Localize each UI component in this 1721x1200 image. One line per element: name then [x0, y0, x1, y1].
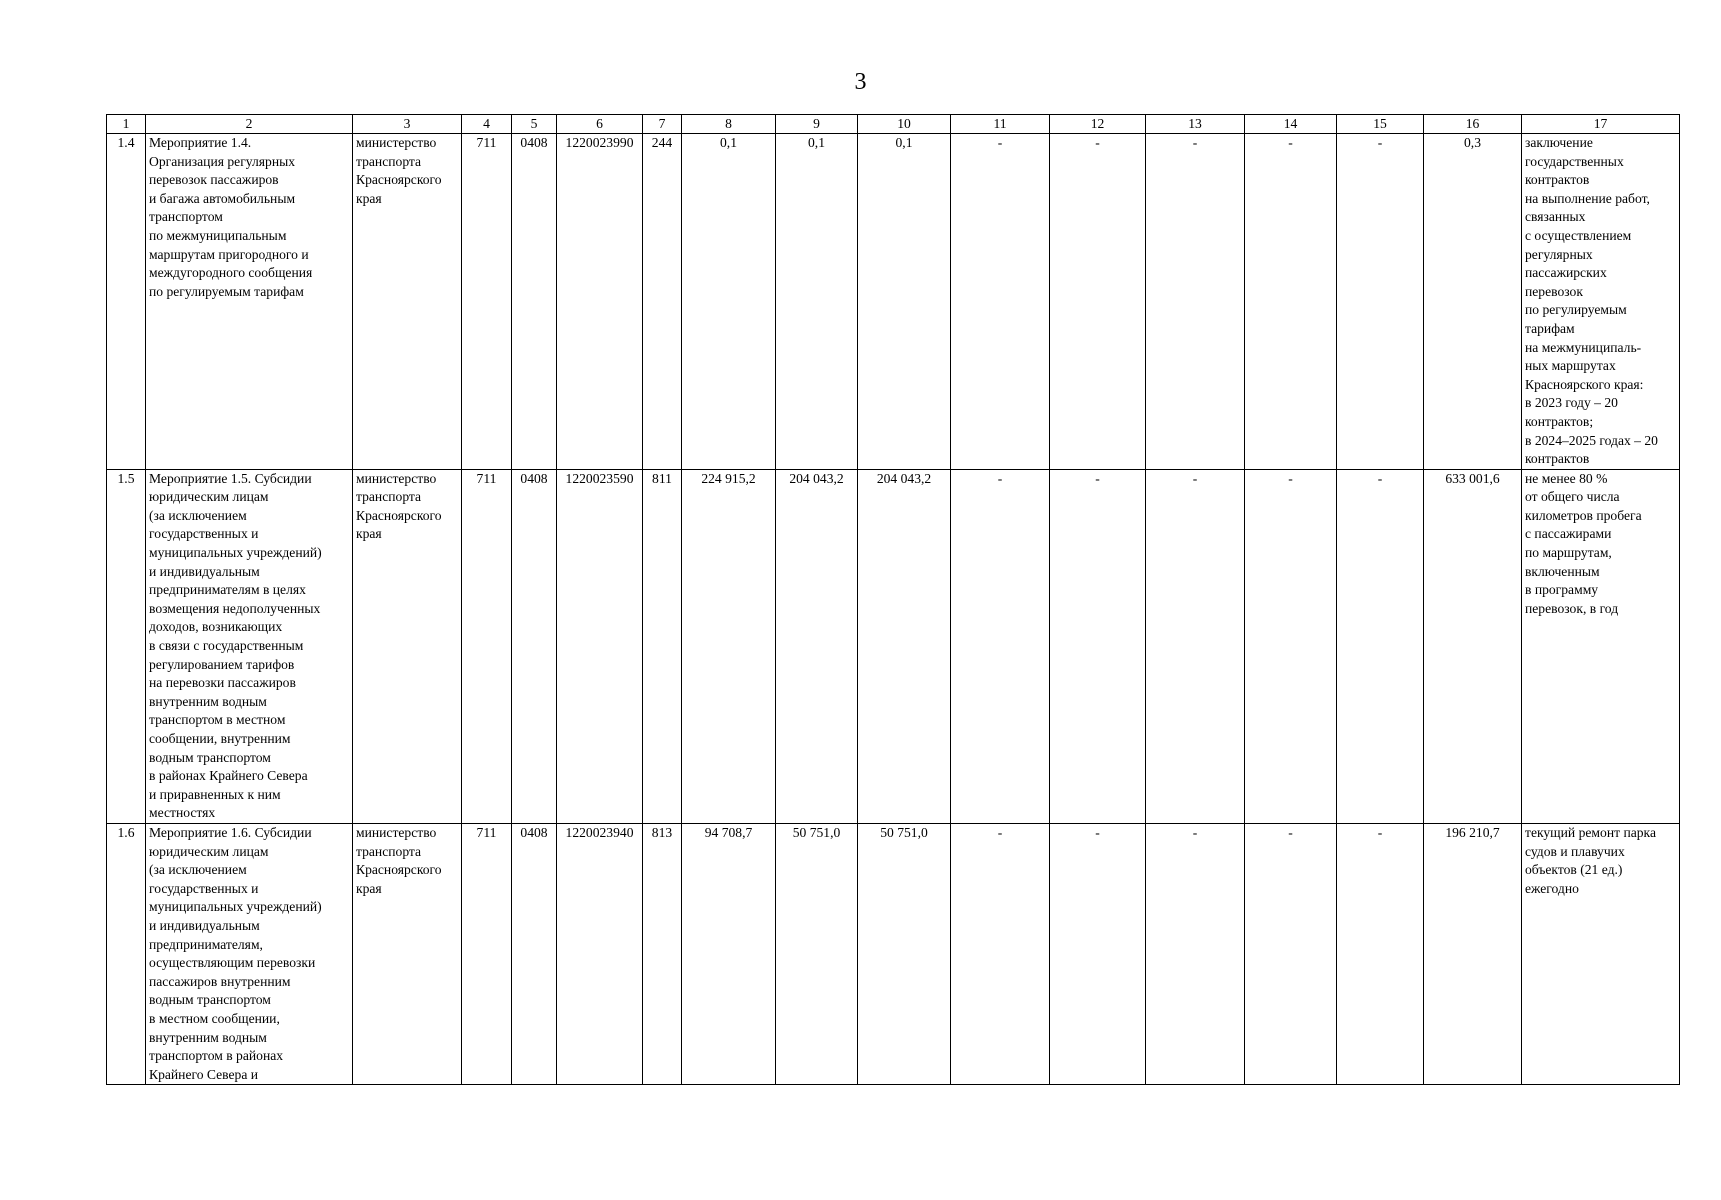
cell-amount: -	[951, 134, 1050, 470]
expected-result: не менее 80 % от общего числа километров пробега с пассажирами по маршрутам, включенным в программу перевозок, в год	[1522, 469, 1680, 823]
column-header: 14	[1245, 115, 1337, 134]
cell-grbs: 711	[462, 823, 512, 1084]
page-number: 3	[854, 69, 867, 95]
activity-name: Мероприятие 1.6. Субсидии юридическим лицам (за исключением государственных и муниципальных учреждений) и индивидуальным предпринимателям, осуществляющим перевозки пассажиров внутренним водным транспортом в местном сообщении, внутренним водным транспортом в районах Крайнего Севера и	[146, 823, 353, 1084]
cell-total: 0,3	[1424, 134, 1522, 470]
cell-amount: -	[951, 469, 1050, 823]
cell-expense-type: 244	[643, 134, 682, 470]
cell-expense-type: 811	[643, 469, 682, 823]
column-header: 3	[353, 115, 462, 134]
cell-amount: -	[1337, 823, 1424, 1084]
column-header: 2	[146, 115, 353, 134]
cell-grbs: 711	[462, 469, 512, 823]
activity-name: Мероприятие 1.4. Организация регулярных перевозок пассажиров и багажа автомобильным транспортом по межмуниципальным маршрутам пригородного и междугородного сообщения по регулируемым тарифам	[146, 134, 353, 470]
cell-grbs: 711	[462, 134, 512, 470]
column-header: 5	[512, 115, 557, 134]
program-activities-table	[106, 114, 1680, 1085]
cell-amount: 0,1	[682, 134, 776, 470]
column-header: 13	[1146, 115, 1245, 134]
activity-name: Мероприятие 1.5. Субсидии юридическим лицам (за исключением государственных и муниципальных учреждений) и индивидуальным предпринимателям в целях возмещения недополученных доходов, возникающих в связи с государственным регулированием тарифов на перевозки пассажиров внутренним водным транспортом в местном сообщении, внутренним водным транспортом в районах Крайнего Севера и приравненных к ним местностях	[146, 469, 353, 823]
responsible-org: министерство транспорта Красноярского края	[353, 469, 462, 823]
cell-amount: 50 751,0	[776, 823, 858, 1084]
cell-total: 196 210,7	[1424, 823, 1522, 1084]
column-header: 8	[682, 115, 776, 134]
cell-amount: 50 751,0	[858, 823, 951, 1084]
cell-amount: 94 708,7	[682, 823, 776, 1084]
cell-target-article: 1220023590	[557, 469, 643, 823]
table-row	[107, 469, 1680, 823]
cell-amount: -	[951, 823, 1050, 1084]
cell-amount: -	[1337, 134, 1424, 470]
cell-expense-type: 813	[643, 823, 682, 1084]
column-header: 16	[1424, 115, 1522, 134]
column-header: 15	[1337, 115, 1424, 134]
cell-amount: 0,1	[776, 134, 858, 470]
row-number: 1.6	[107, 823, 146, 1084]
expected-result: заключение государственных контрактов на выполнение работ, связанных с осуществлением регулярных пассажирских перевозок по регулируемым тарифам на межмуниципаль- ных маршрутах Красноярского края: в 2023 году – 20 контрактов; в 2024–2025 годах – 20 контрактов	[1522, 134, 1680, 470]
cell-amount: -	[1050, 823, 1146, 1084]
column-header: 9	[776, 115, 858, 134]
cell-section: 0408	[512, 469, 557, 823]
column-header: 6	[557, 115, 643, 134]
cell-amount: 204 043,2	[858, 469, 951, 823]
row-number: 1.5	[107, 469, 146, 823]
table-row	[107, 134, 1680, 470]
responsible-org: министерство транспорта Красноярского края	[353, 823, 462, 1084]
cell-amount: -	[1146, 823, 1245, 1084]
cell-amount: 224 915,2	[682, 469, 776, 823]
cell-section: 0408	[512, 823, 557, 1084]
cell-amount: -	[1050, 469, 1146, 823]
column-header: 4	[462, 115, 512, 134]
cell-amount: -	[1146, 134, 1245, 470]
table-row	[107, 823, 1680, 1084]
cell-amount: 0,1	[858, 134, 951, 470]
cell-section: 0408	[512, 134, 557, 470]
cell-amount: -	[1050, 134, 1146, 470]
column-header: 1	[107, 115, 146, 134]
column-header: 10	[858, 115, 951, 134]
cell-amount: -	[1245, 469, 1337, 823]
cell-amount: -	[1146, 469, 1245, 823]
cell-amount: -	[1245, 134, 1337, 470]
cell-total: 633 001,6	[1424, 469, 1522, 823]
cell-target-article: 1220023940	[557, 823, 643, 1084]
row-number: 1.4	[107, 134, 146, 470]
column-header: 7	[643, 115, 682, 134]
responsible-org: министерство транспорта Красноярского края	[353, 134, 462, 470]
cell-amount: 204 043,2	[776, 469, 858, 823]
column-header: 17	[1522, 115, 1680, 134]
expected-result: текущий ремонт парка судов и плавучих объектов (21 ед.) ежегодно	[1522, 823, 1680, 1084]
column-header: 12	[1050, 115, 1146, 134]
cell-amount: -	[1245, 823, 1337, 1084]
cell-target-article: 1220023990	[557, 134, 643, 470]
column-header: 11	[951, 115, 1050, 134]
column-number-row	[107, 115, 1680, 134]
cell-amount: -	[1337, 469, 1424, 823]
